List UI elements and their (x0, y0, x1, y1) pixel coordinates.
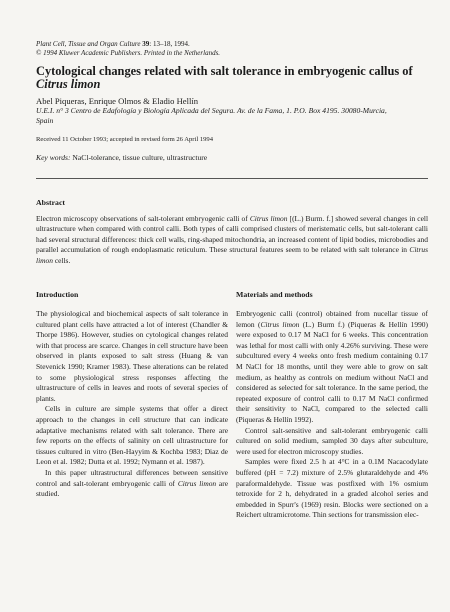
keywords-text: NaCl-tolerance, tissue culture, ultrastructure (70, 153, 208, 162)
methods-heading: Materials and methods (236, 290, 313, 299)
intro-paragraph-1: The physiological and biochemical aspects of salt tolerance in cultured plant cells have attracted a lot of interest (Chandler & Thorpe 1986). However, studies on cytological changes related with that process are scarce. Changes in cell structure have been observed in plants exposed to salt stress (Huang & van Stevenick 1990; Kramer 1983). These alterations can be related to some physiological stress responses affecting the ultrastructure of cells in leaves and roots of several species of plants. (36, 309, 228, 403)
intro-paragraph-2: Cells in culture are simple systems that offer a direct approach to the changes in cell structure that can indicate adaptative mechanisms related with salt tolerance. There are few reports on the effects of salinity on cell ultrastructure for tissues cultured in vitro (Ben-Hayyim & Kochba 1983; Diaz de Leon et al. 1982; Dutta et al. 1992; Nymann et al. 1987). (36, 404, 228, 467)
abstract-body (36, 214, 428, 266)
methods-column (236, 290, 428, 521)
journal-citation (36, 40, 220, 49)
intro-p3-species: Citrus limon (177, 478, 217, 488)
abstract-species-1: Citrus limon (249, 214, 288, 223)
intro-paragraph-3 (36, 468, 228, 500)
keywords-label: Key words: (36, 153, 71, 162)
journal-name: Plant Cell, Tissue and Organ Culture (36, 40, 141, 48)
journal-volume: 39 (142, 40, 150, 48)
paper-title (36, 65, 426, 91)
introduction-heading: Introduction (36, 290, 79, 299)
methods-paragraph-3: Samples were fixed 2.5 h at 4°C in a 0.1M Nacacodylate buffered (pH = 7.2) mixture of 2.5% glutaraldehyde and 4% paraformaldehyde. Tissue was postfixed with 1% osmium tetroxide for 2 h, dehydrated in a graded alcohol series and embedded in Spurr's (1969) resin. Blocks were sectioned on a Reichert ultramicrotome. Thin sections for transmission elec- (236, 457, 428, 520)
abstract-heading: Abstract (36, 198, 66, 207)
title-text: Cytological changes related with salt tolerance in embryogenic callus of (36, 64, 413, 78)
affiliation (36, 106, 428, 126)
methods-p1-text-b: (L.) Burm f.) (Piqueras & Hellín 1990) were exposed to 0.17 M NaCl for 6 weeks. This concentration was lethal for most calli with only 4.26% surviving. These were subcultured every 4 weeks onto fresh medium containing 0.17 M NaCl for 18 months, until they were able to grow on salt medium, as healthy as controls on medium without NaCl and considered as selected for salt tolerance. In the same period, the repeated exposure of control calli to 0.17 M NaCl confirmed their sensitivity to NaCl, compared to the selected calli (Piqueras & Hellín 1992). (236, 319, 428, 424)
abstract-text-2: [(L.) Burm. f.] showed several changes in cell ultrastructure when compared with control calli. Both types of calli comprised clusters of meristematic cells, but salt-tolerant calli had several structural differences: thick cell walls, ring-shaped mitochondria, an increased content of lipid bodies, microbodies and parallel accumulation of rough endoplasmatic reticulum. These structural features seem to be related with salt tolerance in (36, 214, 429, 255)
journal-copyright: © 1994 Kluwer Academic Publishers. Printed in the Netherlands. (36, 49, 221, 57)
abstract-species-2: Citrus limon (36, 245, 428, 265)
divider (36, 178, 428, 179)
intro-p3-text-b: are studied. (36, 478, 228, 499)
journal-header (36, 40, 220, 58)
journal-pages: : 13–18, 1994. (149, 40, 190, 48)
methods-p1-text-a: Embryogenic calli (control) obtained from nucellar tissue of lemon ( (236, 309, 428, 329)
authors: Abel Piqueras, Enrique Olmos & Eladio Hellín (36, 96, 199, 106)
intro-p3-text-a: In this paper ultrastructural differences between sensitive control and salt-tolerant embryogenic calli of (36, 467, 228, 488)
keywords (36, 153, 207, 163)
received-date: Received 11 October 1993; accepted in revised form 26 April 1994 (36, 136, 214, 143)
methods-paragraph-1 (236, 309, 428, 426)
abstract-text-1: Electron microscopy observations of salt-tolerant embryogenic calli of (36, 214, 250, 223)
methods-p1-species: Citrus limon (260, 319, 300, 329)
affiliation-line-1: U.E.I. n° 3 Centro de Edafología y Biología Aplicada del Segura. Av. de la Fama, 1. P.O. Box 4195. 30080-Murcia, (36, 106, 387, 115)
introduction-column (36, 290, 228, 500)
title-species: Citrus limon (36, 77, 101, 91)
methods-paragraph-2: Control salt-sensitive and salt-tolerant embryogenic calli cultured on solid medium, sampled 30 days after subculture, were used for electron microscopy studies. (236, 425, 428, 456)
affiliation-line-2: Spain (36, 116, 54, 125)
abstract-text-3: cells. (52, 255, 71, 265)
